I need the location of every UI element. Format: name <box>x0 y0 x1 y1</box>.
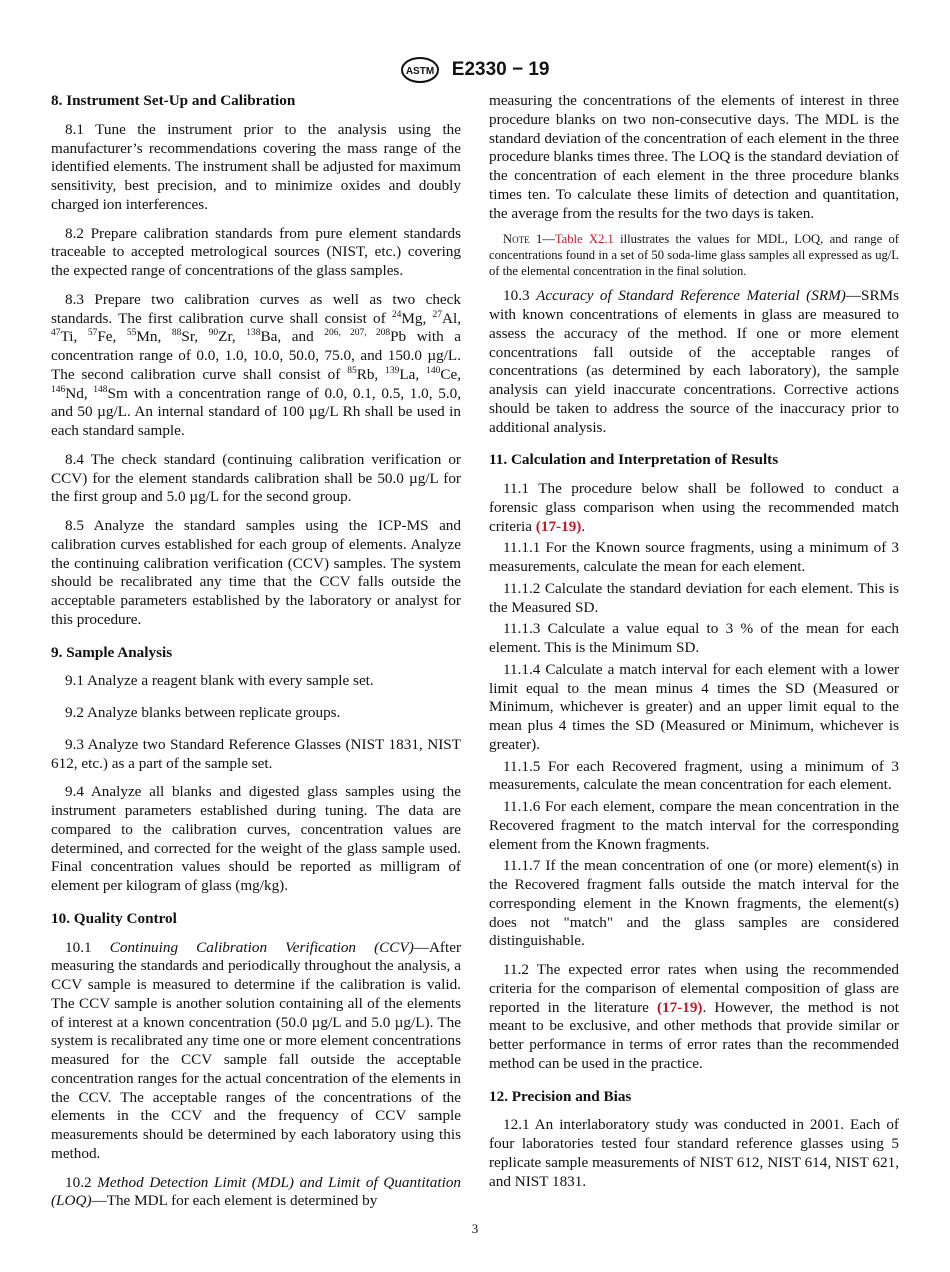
isotope-element: Rb <box>356 365 375 383</box>
para-9-4: 9.4 Analyze all blanks and digested glass samples using the instrument parameters established during tuning. The data are compared to the calibration curves, concentration values are determined, and corrected for the weight of the glass sample used. Final concentration values should be reported as milligram of element per kilogram of glass (mg/kg). <box>51 783 461 894</box>
para-11-2: 11.2 The expected error rates when using the recommended criteria for the comparison of elemental composition of glass are reported in the literature (17-19). However, the method is not meant to be exclusive, and other methods that provide similar or better performance in terms of error rates than the recommended method can be used in the practice. <box>489 961 899 1072</box>
para-11-1-1: 11.1.1 For the Known source fragments, using a minimum of 3 measurements, calculate the mean for each element. <box>489 539 899 575</box>
svg-text:ASTM: ASTM <box>406 66 435 77</box>
isotope-element: Sm <box>107 384 128 402</box>
isotope-list-2: $^{85}$Rb, $^{139}$La, $^{140}$Ce, $^{146}$Nd, $^{148}$Sm <box>51 365 461 402</box>
para-11-1-7: 11.1.7 If the mean concentration of one (or more) element(s) in the Recovered fragment falls outside the match interval for the corresponding element in the Known fragments, the element(s) does not "match" and the glass samples are considered distinguishable. <box>489 857 899 950</box>
isotope-list-1: $^{24}$Mg, $^{27}$Al, $^{47}$Ti, $^{57}$Fe, $^{55}$Mn, $^{88}$Sr, $^{90}$Zr, $^{138}$Ba, and $^{206, 207, 208}$Pb <box>51 309 461 346</box>
isotope-mass: 138 <box>246 328 261 339</box>
section-9-title: 9. Sample Analysis <box>51 643 173 661</box>
reference-17-19-link[interactable]: (17-19) <box>535 517 582 535</box>
para-9-2: 9.2 Analyze blanks between replicate groups. <box>65 704 341 721</box>
page-header <box>0 56 950 84</box>
para-8-5: 8.5 Analyze the standard samples using the ICP-MS and calibration curves established for each group of elements. Analyze the continuing calibration verification (CCV) samples. The system should be recalibrated any time that the CCV falls outside the acceptable parameters established by the laboratory or analyst for this procedure. <box>51 517 461 628</box>
para-8-1: 8.1 Tune the instrument prior to the analysis using the manufacturer’s recommendations covering the mass range of the identified elements. The instrument shall be adjusted for maximum sensitivity, best precision, and to minimize oxides and doubly charged ion interferences. <box>51 120 461 213</box>
para-11-1-6: 11.1.6 For each element, compare the mean concentration in the Recovered fragment to the match interval for the corresponding element from the Known fragments. <box>489 798 899 853</box>
section-12-title: 12. Precision and Bias <box>489 1087 632 1105</box>
standard-code: E2330 − 19 <box>451 59 550 80</box>
para-10-2: 10.2 Method Detection Limit (MDL) and Limit of Quantitation (LOQ)—The MDL for each element is determined by <box>51 1173 462 1210</box>
isotope-mass: 55 <box>126 328 137 339</box>
isotope-mass: 140 <box>426 365 441 376</box>
isotope-element: Ce <box>440 365 458 383</box>
isotope-element: Nd <box>65 384 84 402</box>
isotope-element: Ti <box>60 328 74 346</box>
isotope-mass: 47 <box>51 328 61 339</box>
para-10-3: 10.3 Accuracy of Standard Reference Material (SRM)—SRMs with known concentrations of elements in glass are measured to assess the accuracy of the method. If one or more element concentrations fall outside of the acceptable ranges of concentrations (as determined by each laboratory), the sample analysis can yield inaccurate concentrations. Corrective actions should be taken to address the source of the inaccuracy prior to additional analysis. <box>489 287 900 436</box>
astm-logo-icon <box>400 56 440 84</box>
para-11-1: 11.1 The procedure below shall be followed to conduct a forensic glass comparison when using the recommended match criteria (17-19). <box>489 480 899 535</box>
isotope-mass: 88 <box>171 328 182 339</box>
section-11-title: 11. Calculation and Interpretation of Results <box>489 451 779 469</box>
isotope-mass: 57 <box>87 328 98 339</box>
para-10-2-continued: measuring the concentrations of the elements of interest in three procedure blanks on two non-consecutive days. The MDL is the standard deviation of the concentration of each element in the three procedure blanks times three. The LOQ is the standard deviation of the concentration of each element in the three procedure blanks times ten. To calculate these limits of detection and quantitation, the average from the results for the two days is taken. <box>489 92 899 222</box>
isotope-element: La <box>399 365 416 383</box>
isotope-element: Al <box>442 309 458 327</box>
para-8-3: 8.3 Prepare two calibration curves as well as two check standards. The first calibration curve shall consist of $^{24}$Mg, $^{27}$Al, $^{47}$Ti, $^{57}$Fe, $^{55}$Mn, $^{88}$Sr, $^{90}$Zr, $^{138}$Ba, and $^{206, 207, 208}$Pb with a concentration range of 0.0, 1.0, 10.0, 50.0, 75.0, and 150.0 µg/L. The second calibration curve shall consist of $^{85}$Rb, $^{139}$La, $^{140}$Ce, $^{146}$Nd, $^{148}$Sm with a concentration range of 0.0, 0.1, 0.5, 1.0, 5.0, and 50 µg/L. An internal standard of 100 µg/L Rh shall be used in each standard sample. <box>51 290 462 439</box>
isotope-element: Mn <box>136 328 158 346</box>
table-x2-1-link[interactable]: Table X2.1 <box>554 232 614 247</box>
isotope-mass: 24 <box>391 309 402 320</box>
para-8-2: 8.2 Prepare calibration standards from pure element standards traceable to accepted metrological sources (NIST, etc.) covering the expected range of concentrations of the glass samples. <box>51 224 461 279</box>
para-12-1: 12.1 An interlaboratory study was conducted in 2001. Each of four laboratories tested four standard reference glasses using 5 replicate sample measurements of NIST 612, NIST 614, NIST 621, and NIST 1831. <box>489 1116 899 1190</box>
left-column <box>51 92 461 1211</box>
right-column <box>489 92 899 1201</box>
para-11-1-3: 11.1.3 Calculate a value equal to 3 % of the mean for each element. This is the Minimum SD. <box>489 620 899 656</box>
isotope-element: Ba <box>260 328 278 346</box>
para-11-1-4: 11.1.4 Calculate a match interval for each element with a lower limit equal to the mean minus 4 times the SD (Measured or Minimum, whichever is greater) and an upper limit equal to the mean plus 4 times the SD (Measured or Minimum, whichever is greater). <box>489 660 899 753</box>
isotope-element: Fe <box>97 328 113 346</box>
isotope-element: Pb <box>390 328 407 346</box>
isotope-mass: 27 <box>432 309 443 320</box>
para-11-1-5: 11.1.5 For each Recovered fragment, using a minimum of 3 measurements, calculate the mean concentration for each element. <box>489 757 899 794</box>
note-1: Note 1—Table X2.1 illustrates the values for MDL, LOQ, and range of concentrations found in a set of 50 soda-lime glass samples all expressed as ug/L of the elemental concentration in the final solution. <box>489 232 899 279</box>
isotope-element: Sr <box>181 328 195 346</box>
para-9-1: 9.1 Analyze a reagent blank with every sample set. <box>65 672 374 690</box>
isotope-element: Mg <box>401 309 423 327</box>
isotope-mass: 206, 207, 208 <box>324 328 391 339</box>
isotope-mass: 148 <box>93 384 108 395</box>
isotope-mass: 146 <box>51 384 66 395</box>
section-8-title: 8. Instrument Set-Up and Calibration <box>51 92 296 109</box>
section-10-title: 10. Quality Control <box>51 909 177 927</box>
para-11-1-2: 11.1.2 Calculate the standard deviation for each element. This is the Measured SD. <box>489 579 899 616</box>
isotope-mass: 85 <box>347 365 357 376</box>
para-9-3: 9.3 Analyze two Standard Reference Glasses (NIST 1831, NIST 612, etc.) as a part of the sample set. <box>51 735 461 772</box>
reference-17-19-link[interactable]: (17-19) <box>656 998 703 1016</box>
para-8-4: 8.4 The check standard (continuing calibration verification or CCV) for the element standards calibration shall be 50.0 µg/L for the first group and 5.0 µg/L for the second group. <box>51 450 461 506</box>
isotope-element: Zr <box>218 328 232 346</box>
isotope-mass: 90 <box>208 328 219 339</box>
page-number: 3 <box>471 1221 479 1236</box>
isotope-mass: 139 <box>385 365 400 376</box>
para-10-1: 10.1 Continuing Calibration Verification (CCV)—After measuring the standards and periodically throughout the analysis, a CCV sample is measured to determine if the calibration is valid. The CCV sample is another solution containing all of the elements of interest at a known concentration (50.0 µg/L and 5.0 µg/L). The system is recalibrated any time one or more element concentrations measured for the CCV sample fall outside the acceptable concentration ranges for the actual concentration of the elements in the CCV. The acceptable ranges of the concentrations of the elements in the CCV and the frequency of CCV sample measurements should be determined by each laboratory using this method. <box>51 938 461 1162</box>
